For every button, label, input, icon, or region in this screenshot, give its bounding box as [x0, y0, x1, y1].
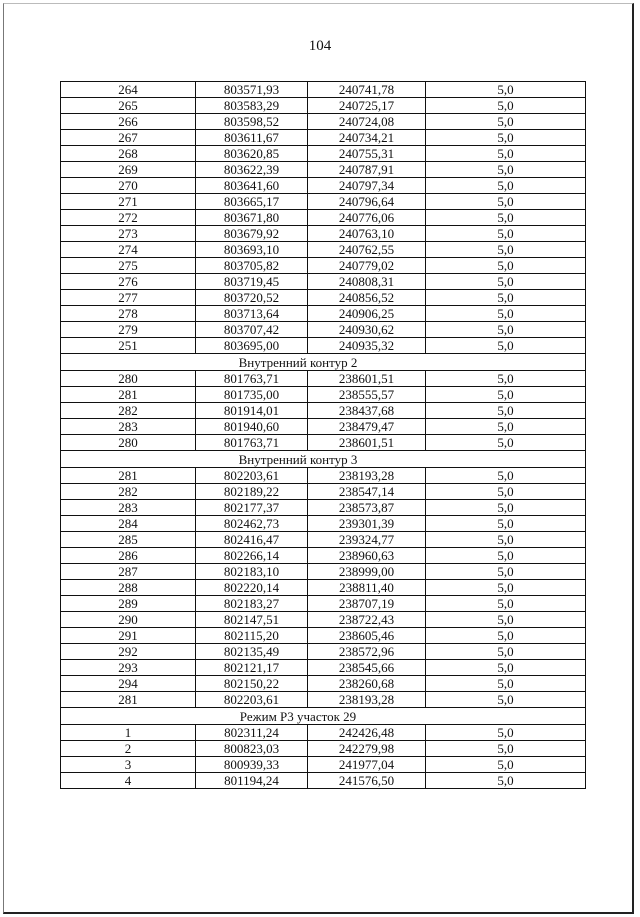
y-coordinate-cell: 238999,00 — [308, 564, 426, 580]
tolerance-cell: 5,0 — [426, 338, 586, 354]
x-coordinate-cell: 803713,64 — [196, 306, 308, 322]
point-number-cell: 281 — [61, 468, 196, 484]
point-number-cell: 274 — [61, 242, 196, 258]
x-coordinate-cell: 802177,37 — [196, 500, 308, 516]
point-number-cell: 281 — [61, 387, 196, 403]
tolerance-cell: 5,0 — [426, 387, 586, 403]
y-coordinate-cell: 240725,17 — [308, 98, 426, 114]
x-coordinate-cell: 801940,60 — [196, 419, 308, 435]
tolerance-cell: 5,0 — [426, 306, 586, 322]
point-number-cell: 1 — [61, 725, 196, 741]
point-number-cell: 285 — [61, 532, 196, 548]
point-number-cell: 289 — [61, 596, 196, 612]
x-coordinate-cell: 803707,42 — [196, 322, 308, 338]
table-row — [61, 338, 586, 354]
y-coordinate-cell: 240741,78 — [308, 82, 426, 98]
x-coordinate-cell: 803671,80 — [196, 210, 308, 226]
x-coordinate-cell: 803622,39 — [196, 162, 308, 178]
point-number-cell: 286 — [61, 548, 196, 564]
table-row — [61, 146, 586, 162]
y-coordinate-cell: 241576,50 — [308, 773, 426, 789]
table-row — [61, 435, 586, 451]
point-number-cell: 281 — [61, 692, 196, 708]
table-row — [61, 210, 586, 226]
y-coordinate-cell: 239301,39 — [308, 516, 426, 532]
table-row — [61, 371, 586, 387]
point-number-cell: 280 — [61, 435, 196, 451]
table-row — [61, 114, 586, 130]
tolerance-cell: 5,0 — [426, 548, 586, 564]
y-coordinate-cell: 240779,02 — [308, 258, 426, 274]
y-coordinate-cell: 240796,64 — [308, 194, 426, 210]
table-row — [61, 676, 586, 692]
x-coordinate-cell: 802203,61 — [196, 468, 308, 484]
tolerance-cell: 5,0 — [426, 435, 586, 451]
y-coordinate-cell: 240930,62 — [308, 322, 426, 338]
table-row — [61, 387, 586, 403]
table-row — [61, 226, 586, 242]
tolerance-cell: 5,0 — [426, 484, 586, 500]
point-number-cell: 278 — [61, 306, 196, 322]
table-row — [61, 419, 586, 435]
point-number-cell: 292 — [61, 644, 196, 660]
point-number-cell: 294 — [61, 676, 196, 692]
point-number-cell: 3 — [61, 757, 196, 773]
tolerance-cell: 5,0 — [426, 757, 586, 773]
point-number-cell: 264 — [61, 82, 196, 98]
x-coordinate-cell: 802183,10 — [196, 564, 308, 580]
y-coordinate-cell: 238707,19 — [308, 596, 426, 612]
table-row — [61, 725, 586, 741]
tolerance-cell: 5,0 — [426, 114, 586, 130]
x-coordinate-cell: 802220,14 — [196, 580, 308, 596]
tolerance-cell: 5,0 — [426, 130, 586, 146]
table-row — [61, 162, 586, 178]
point-number-cell: 271 — [61, 194, 196, 210]
point-number-cell: 282 — [61, 484, 196, 500]
x-coordinate-cell: 803695,00 — [196, 338, 308, 354]
point-number-cell: 282 — [61, 403, 196, 419]
x-coordinate-cell: 802183,27 — [196, 596, 308, 612]
x-coordinate-cell: 802115,20 — [196, 628, 308, 644]
tolerance-cell: 5,0 — [426, 98, 586, 114]
y-coordinate-cell: 241977,04 — [308, 757, 426, 773]
y-coordinate-cell: 242426,48 — [308, 725, 426, 741]
tolerance-cell: 5,0 — [426, 146, 586, 162]
y-coordinate-cell: 238572,96 — [308, 644, 426, 660]
tolerance-cell: 5,0 — [426, 676, 586, 692]
coordinates-table — [60, 81, 586, 789]
section-title: Внутренний контур 3 — [61, 451, 586, 468]
tolerance-cell: 5,0 — [426, 403, 586, 419]
point-number-cell: 293 — [61, 660, 196, 676]
x-coordinate-cell: 800823,03 — [196, 741, 308, 757]
y-coordinate-cell: 240734,21 — [308, 130, 426, 146]
y-coordinate-cell: 238193,28 — [308, 468, 426, 484]
x-coordinate-cell: 803705,82 — [196, 258, 308, 274]
point-number-cell: 277 — [61, 290, 196, 306]
y-coordinate-cell: 239324,77 — [308, 532, 426, 548]
y-coordinate-cell: 238573,87 — [308, 500, 426, 516]
table-row — [61, 468, 586, 484]
point-number-cell: 2 — [61, 741, 196, 757]
tolerance-cell: 5,0 — [426, 419, 586, 435]
table-row — [61, 757, 586, 773]
point-number-cell: 270 — [61, 178, 196, 194]
x-coordinate-cell: 803641,60 — [196, 178, 308, 194]
table-row — [61, 596, 586, 612]
x-coordinate-cell: 802147,51 — [196, 612, 308, 628]
x-coordinate-cell: 801735,00 — [196, 387, 308, 403]
table-row — [61, 692, 586, 708]
table-row — [61, 484, 586, 500]
point-number-cell: 290 — [61, 612, 196, 628]
point-number-cell: 283 — [61, 500, 196, 516]
table-row — [61, 548, 586, 564]
table-row — [61, 580, 586, 596]
point-number-cell: 268 — [61, 146, 196, 162]
point-number-cell: 287 — [61, 564, 196, 580]
tolerance-cell: 5,0 — [426, 644, 586, 660]
y-coordinate-cell: 238960,63 — [308, 548, 426, 564]
y-coordinate-cell: 238605,46 — [308, 628, 426, 644]
x-coordinate-cell: 803611,67 — [196, 130, 308, 146]
table-row — [61, 500, 586, 516]
y-coordinate-cell: 242279,98 — [308, 741, 426, 757]
x-coordinate-cell: 803693,10 — [196, 242, 308, 258]
tolerance-cell: 5,0 — [426, 596, 586, 612]
tolerance-cell: 5,0 — [426, 178, 586, 194]
point-number-cell: 284 — [61, 516, 196, 532]
point-number-cell: 273 — [61, 226, 196, 242]
tolerance-cell: 5,0 — [426, 692, 586, 708]
table-row — [61, 306, 586, 322]
tolerance-cell: 5,0 — [426, 242, 586, 258]
table-row — [61, 290, 586, 306]
x-coordinate-cell: 803571,93 — [196, 82, 308, 98]
x-coordinate-cell: 801763,71 — [196, 435, 308, 451]
y-coordinate-cell: 240808,31 — [308, 274, 426, 290]
tolerance-cell: 5,0 — [426, 82, 586, 98]
x-coordinate-cell: 802135,49 — [196, 644, 308, 660]
x-coordinate-cell: 803720,52 — [196, 290, 308, 306]
section-title: Внутренний контур 2 — [61, 354, 586, 371]
tolerance-cell: 5,0 — [426, 660, 586, 676]
table-row — [61, 130, 586, 146]
tolerance-cell: 5,0 — [426, 516, 586, 532]
point-number-cell: 280 — [61, 371, 196, 387]
point-number-cell: 267 — [61, 130, 196, 146]
tolerance-cell: 5,0 — [426, 210, 586, 226]
table-row — [61, 274, 586, 290]
point-number-cell: 291 — [61, 628, 196, 644]
point-number-cell: 272 — [61, 210, 196, 226]
tolerance-cell: 5,0 — [426, 741, 586, 757]
table-row — [61, 194, 586, 210]
y-coordinate-cell: 240762,55 — [308, 242, 426, 258]
x-coordinate-cell: 802121,17 — [196, 660, 308, 676]
table-row — [61, 258, 586, 274]
y-coordinate-cell: 238547,14 — [308, 484, 426, 500]
y-coordinate-cell: 240935,32 — [308, 338, 426, 354]
tolerance-cell: 5,0 — [426, 773, 586, 789]
y-coordinate-cell: 238437,68 — [308, 403, 426, 419]
y-coordinate-cell: 240763,10 — [308, 226, 426, 242]
table-row — [61, 564, 586, 580]
y-coordinate-cell: 238601,51 — [308, 371, 426, 387]
section-title: Режим Р3 участок 29 — [61, 708, 586, 725]
table-row — [61, 773, 586, 789]
y-coordinate-cell: 238193,28 — [308, 692, 426, 708]
tolerance-cell: 5,0 — [426, 290, 586, 306]
section-header-row — [61, 451, 586, 468]
page-number: 104 — [308, 38, 332, 54]
y-coordinate-cell: 240724,08 — [308, 114, 426, 130]
table-row — [61, 628, 586, 644]
x-coordinate-cell: 802203,61 — [196, 692, 308, 708]
point-number-cell: 251 — [61, 338, 196, 354]
x-coordinate-cell: 801194,24 — [196, 773, 308, 789]
x-coordinate-cell: 801914,01 — [196, 403, 308, 419]
point-number-cell: 275 — [61, 258, 196, 274]
point-number-cell: 4 — [61, 773, 196, 789]
tolerance-cell: 5,0 — [426, 371, 586, 387]
tolerance-cell: 5,0 — [426, 628, 586, 644]
tolerance-cell: 5,0 — [426, 725, 586, 741]
tolerance-cell: 5,0 — [426, 580, 586, 596]
y-coordinate-cell: 240755,31 — [308, 146, 426, 162]
tolerance-cell: 5,0 — [426, 468, 586, 484]
y-coordinate-cell: 238479,47 — [308, 419, 426, 435]
coordinates-table-body — [61, 82, 586, 789]
tolerance-cell: 5,0 — [426, 226, 586, 242]
x-coordinate-cell: 801763,71 — [196, 371, 308, 387]
x-coordinate-cell: 802416,47 — [196, 532, 308, 548]
table-row — [61, 532, 586, 548]
y-coordinate-cell: 238811,40 — [308, 580, 426, 596]
y-coordinate-cell: 240856,52 — [308, 290, 426, 306]
table-row — [61, 660, 586, 676]
x-coordinate-cell: 800939,33 — [196, 757, 308, 773]
tolerance-cell: 5,0 — [426, 194, 586, 210]
point-number-cell: 279 — [61, 322, 196, 338]
point-number-cell: 266 — [61, 114, 196, 130]
y-coordinate-cell: 240906,25 — [308, 306, 426, 322]
tolerance-cell: 5,0 — [426, 322, 586, 338]
y-coordinate-cell: 240776,06 — [308, 210, 426, 226]
y-coordinate-cell: 240797,34 — [308, 178, 426, 194]
table-row — [61, 322, 586, 338]
x-coordinate-cell: 803665,17 — [196, 194, 308, 210]
x-coordinate-cell: 802311,24 — [196, 725, 308, 741]
table-row — [61, 178, 586, 194]
tolerance-cell: 5,0 — [426, 532, 586, 548]
x-coordinate-cell: 803598,52 — [196, 114, 308, 130]
table-row — [61, 644, 586, 660]
table-row — [61, 403, 586, 419]
x-coordinate-cell: 803679,92 — [196, 226, 308, 242]
point-number-cell: 283 — [61, 419, 196, 435]
x-coordinate-cell: 803620,85 — [196, 146, 308, 162]
tolerance-cell: 5,0 — [426, 258, 586, 274]
y-coordinate-cell: 238601,51 — [308, 435, 426, 451]
tolerance-cell: 5,0 — [426, 612, 586, 628]
point-number-cell: 276 — [61, 274, 196, 290]
table-row — [61, 82, 586, 98]
table-row — [61, 612, 586, 628]
y-coordinate-cell: 238260,68 — [308, 676, 426, 692]
tolerance-cell: 5,0 — [426, 564, 586, 580]
tolerance-cell: 5,0 — [426, 500, 586, 516]
point-number-cell: 288 — [61, 580, 196, 596]
y-coordinate-cell: 238555,57 — [308, 387, 426, 403]
section-header-row — [61, 354, 586, 371]
tolerance-cell: 5,0 — [426, 162, 586, 178]
x-coordinate-cell: 802150,22 — [196, 676, 308, 692]
y-coordinate-cell: 238545,66 — [308, 660, 426, 676]
y-coordinate-cell: 240787,91 — [308, 162, 426, 178]
x-coordinate-cell: 803719,45 — [196, 274, 308, 290]
point-number-cell: 265 — [61, 98, 196, 114]
x-coordinate-cell: 803583,29 — [196, 98, 308, 114]
table-row — [61, 242, 586, 258]
x-coordinate-cell: 802266,14 — [196, 548, 308, 564]
table-row — [61, 98, 586, 114]
section-header-row — [61, 708, 586, 725]
table-row — [61, 741, 586, 757]
y-coordinate-cell: 238722,43 — [308, 612, 426, 628]
x-coordinate-cell: 802462,73 — [196, 516, 308, 532]
x-coordinate-cell: 802189,22 — [196, 484, 308, 500]
table-row — [61, 516, 586, 532]
tolerance-cell: 5,0 — [426, 274, 586, 290]
point-number-cell: 269 — [61, 162, 196, 178]
